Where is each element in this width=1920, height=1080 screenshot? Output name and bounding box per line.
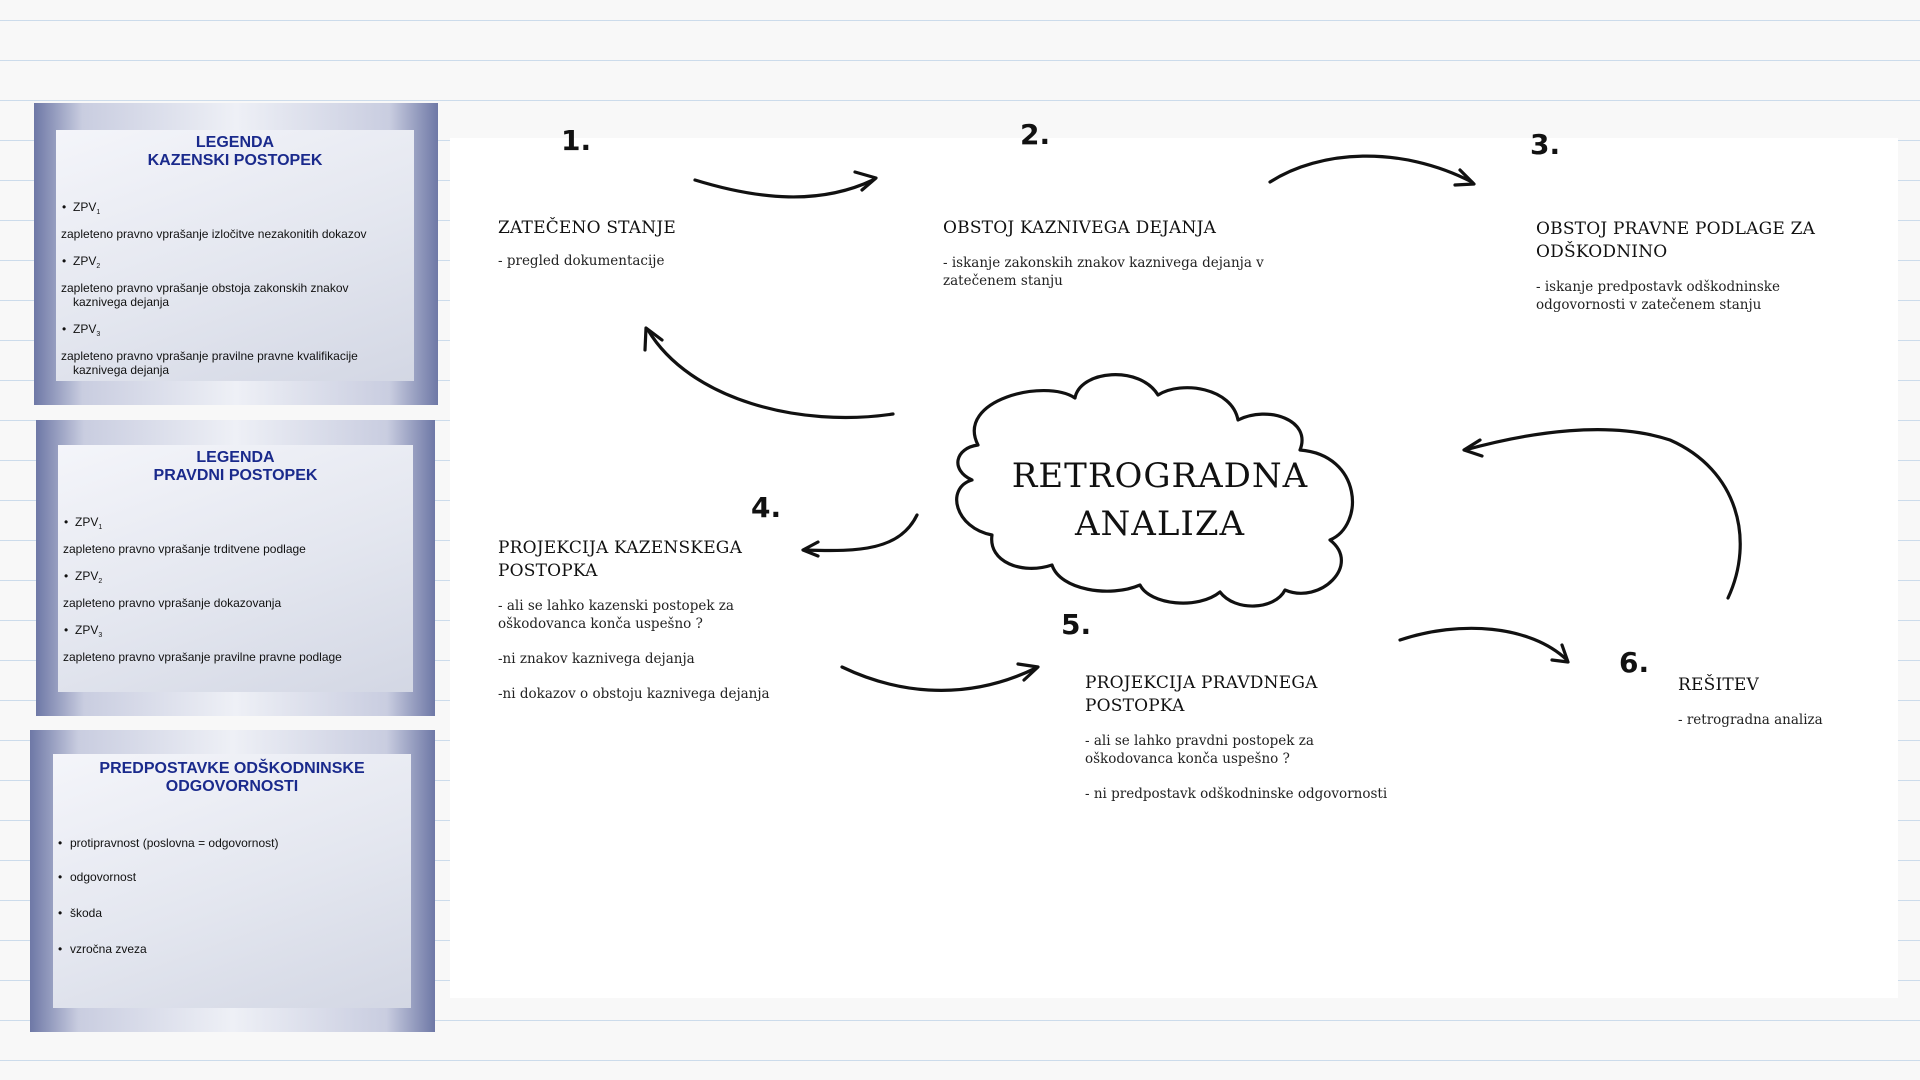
arrow-center-to-4	[805, 515, 917, 551]
step-number-2: 2.	[1020, 118, 1051, 151]
node-2-text: - iskanje zakonskih znakov kaznivega dejanja v zatečenem stanju	[943, 255, 1264, 289]
center-label-line1: RETROGRADNA	[1011, 456, 1309, 496]
legend-title-line2: ODGOVORNOSTI	[165, 778, 299, 795]
step-number-1: 1.	[561, 124, 592, 157]
step-number-6: 6.	[1619, 646, 1650, 679]
legend-item-zpv2: • $ZPV_2$ zapleteno pravno vprašanje dokazovanja	[63, 569, 281, 610]
node-6-title: REŠITEV	[1678, 675, 1759, 695]
center-label	[1010, 452, 1310, 548]
legend-item-desc-cont: kaznivega dejanja	[73, 295, 170, 309]
legend-item-zpv3: • $ZPV_3$ zapleteno pravno vprašanje pravilne pravne podlage	[63, 623, 342, 664]
step-number-5: 5.	[1061, 608, 1092, 641]
node-3-title: OBSTOJ PRAVNE PODLAGE ZA ODŠKODNINO	[1536, 219, 1816, 262]
step-number-4: 4.	[751, 491, 782, 524]
arrow-1-to-2	[695, 180, 873, 197]
legend-item-zpv1: • $ZPV_1$ zapleteno pravno vprašanje izločitve nezakonitih dokazov	[61, 200, 367, 241]
node-4-text: - ali se lahko kazenski postopek za oškodovanca konča uspešno ? -ni znakov kaznivega dejanja -ni dokazov o obstoju kaznivega dejanja	[498, 598, 770, 702]
node-6-text: - retrogradna analiza	[1678, 712, 1823, 728]
legend-item-desc-cont: kaznivega dejanja	[73, 363, 170, 377]
legend-bullet-protipravnost: • protipravnost (poslovna = odgovornost)	[58, 836, 278, 850]
legend-item-desc: zapleteno pravno vprašanje pravilne pravne kvalifikacije	[61, 349, 358, 363]
arrow-2-to-3	[1270, 156, 1472, 182]
step-number-3: 3.	[1530, 128, 1561, 161]
arrow-4-to-5	[842, 667, 1036, 690]
node-1-title: ZATEČENO STANJE	[498, 218, 676, 238]
arrow-center-to-1	[648, 330, 893, 418]
legend-bullet-odgovornost: • odgovornost	[58, 870, 136, 884]
legend-bullet-vzrocna-zveza: • vzročna zveza	[58, 942, 147, 956]
node-1-text: - pregled dokumentacije	[498, 253, 665, 269]
node-5-text: - ali se lahko pravdni postopek za oškodovanca konča uspešno ? - ni predpostavk odškodninske odgovornosti	[1085, 733, 1388, 802]
legend-item-desc: zapleteno pravno vprašanje obstoja zakonskih znakov	[61, 281, 349, 295]
legend-item-zpv3: • $ZPV_3$ zapleteno pravno vprašanje pravilne pravne kvalifikacije kaznivega dejanja	[61, 322, 358, 377]
legend-title-line1: PREDPOSTAVKE ODŠKODNINSKE	[99, 760, 365, 777]
node-3-text: - iskanje predpostavk odškodninske odgovornosti v zatečenem stanju	[1536, 279, 1780, 313]
legend-title-line2: KAZENSKI POSTOPEK	[147, 152, 323, 169]
legend-item-desc: zapleteno pravno vprašanje pravilne pravne podlage	[63, 650, 342, 664]
node-5-title: PROJEKCIJA PRAVDNEGA POSTOPKA	[1085, 673, 1318, 716]
arrow-6-to-center	[1465, 430, 1740, 598]
node-2-title: OBSTOJ KAZNIVEGA DEJANJA	[943, 218, 1217, 238]
legend-title-line2: PRAVDNI POSTOPEK	[153, 467, 318, 484]
legend-title-line1: LEGENDA	[196, 449, 275, 466]
center-label-line2: ANALIZA	[1074, 504, 1246, 544]
legend-item-desc: zapleteno pravno vprašanje trditvene podlage	[63, 542, 306, 556]
legend-title-line1: LEGENDA	[195, 134, 275, 151]
legend-item-desc: zapleteno pravno vprašanje izločitve nezakonitih dokazov	[61, 227, 367, 241]
legend-bullet-skoda: • škoda	[58, 906, 102, 920]
node-4-title: PROJEKCIJA KAZENSKEGA POSTOPKA	[498, 538, 743, 581]
legend-item-zpv2: • $ZPV_2$ zapleteno pravno vprašanje obstoja zakonskih znakov kaznivega dejanja	[61, 254, 349, 309]
arrow-5-to-6	[1400, 628, 1567, 660]
legend-item-desc: zapleteno pravno vprašanje dokazovanja	[63, 596, 282, 610]
legend-item-zpv1: • $ZPV_1$ zapleteno pravno vprašanje trditvene podlage	[63, 515, 306, 556]
